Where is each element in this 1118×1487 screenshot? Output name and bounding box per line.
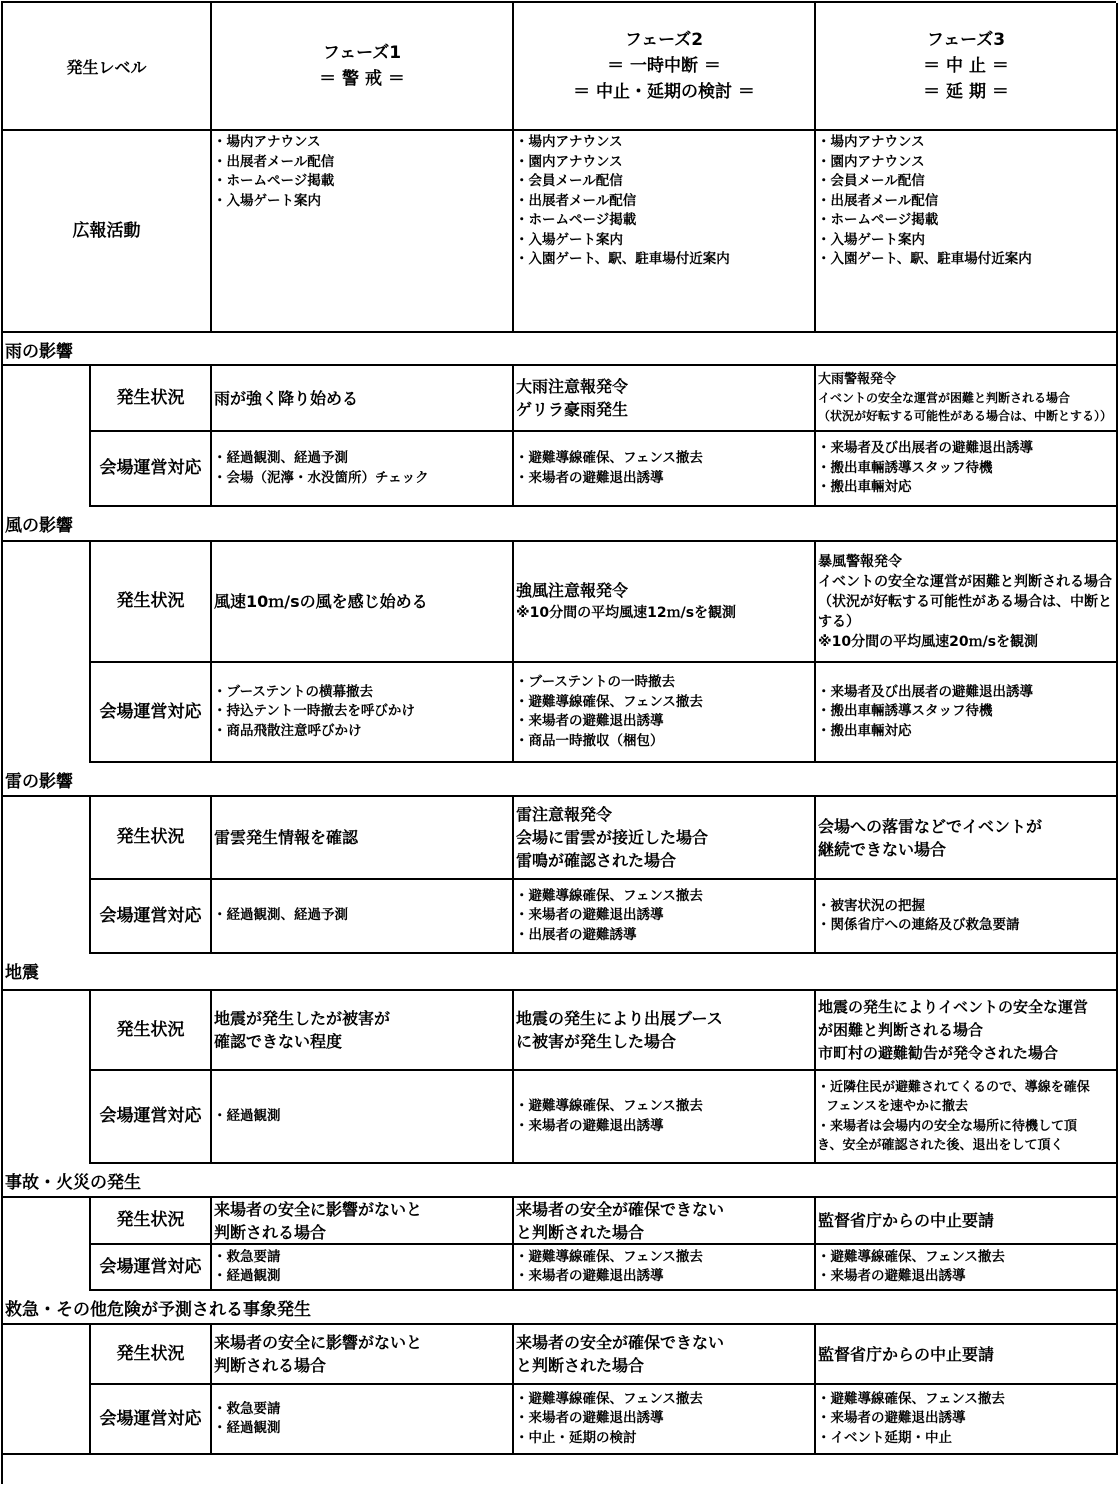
level-label: 発生レベル <box>66 57 147 77</box>
row-label: 会場運営対応 <box>99 1256 202 1277</box>
list-item: ・避難導線確保、フェンス撤去 <box>817 1390 1005 1407</box>
list-item: ・来場者は会場内の安全な場所に待機して頂 <box>817 1118 1078 1134</box>
list-item: ・搬出車輛誘導スタッフ待機 <box>817 459 993 476</box>
list-item: ・出展者メール配信 <box>213 153 335 170</box>
list-item: ・避難導線確保、フェンス撤去 <box>515 450 703 466</box>
row-label: 発生状況 <box>116 1210 185 1230</box>
situation-line: 監督省庁からの中止要請 <box>818 1344 995 1364</box>
list-item: ・ブーステントの一時撤去 <box>515 674 675 690</box>
list-item: ・商品一時撤収（梱包） <box>515 732 664 749</box>
phase2-subtitle: ＝ 中止・延期の検討 ＝ <box>573 82 755 102</box>
section-quake-title <box>3 954 1118 991</box>
section-title: 雷の影響 <box>5 772 73 792</box>
phase1-subtitle: ＝ 警 戒 ＝ <box>319 69 405 89</box>
emergency-situation-phase2 <box>514 1325 816 1385</box>
situation-line: 風速10ｍ/sの風を感じ始める <box>214 592 428 611</box>
section-emergency-title <box>3 1291 1118 1325</box>
situation-line: イベントの安全な運営が困難と判断される場合 <box>818 391 1071 405</box>
emergency-operation-phase2 <box>514 1385 816 1455</box>
pr-label <box>3 131 212 333</box>
section-indent <box>3 366 91 507</box>
situation-line: ※10分間の平均風速20ｍ/sを観測 <box>818 633 1039 650</box>
rain-situation-label <box>91 366 212 432</box>
situation-line: 判断される場合 <box>214 1356 327 1375</box>
situation-line: 大雨警報発令 <box>818 372 897 387</box>
list-item: ・ホームページ掲載 <box>817 212 939 228</box>
situation-line: 継続できない場合 <box>818 839 947 859</box>
row-label: 発生状況 <box>116 1019 185 1040</box>
rain-operation-label <box>91 432 212 507</box>
section-indent <box>3 797 91 954</box>
list-item: ・会場（泥濘・水没箇所）チェック <box>213 469 429 486</box>
list-item: ・来場者の避難退出誘導 <box>817 1268 966 1284</box>
phase3-subtitle: ＝ 延 期 ＝ <box>923 82 1009 102</box>
thunder-operation-label <box>91 880 212 954</box>
phase2-title: フェーズ2 <box>624 30 704 50</box>
row-label: 発生状況 <box>116 1343 185 1364</box>
situation-line: 雷雲発生情報を確認 <box>214 828 359 847</box>
situation-line: 来場者の安全が確保できない <box>516 1333 725 1352</box>
list-item: ・ホームページ掲載 <box>515 212 637 228</box>
list-item: ・園内アナウンス <box>515 153 623 170</box>
quake-operation-phase3 <box>816 1071 1118 1164</box>
situation-line: 来場者の安全に影響がないと <box>214 1199 423 1219</box>
situation-line: 監督省庁からの中止要請 <box>818 1211 995 1230</box>
thunder-situation-phase2 <box>514 797 816 880</box>
list-item: き、安全が確認された後、退出をして頂く <box>817 1138 1064 1153</box>
list-item: ・避難導線確保、フェンス撤去 <box>515 1248 703 1265</box>
list-item: ・出展者の避難誘導 <box>515 926 637 943</box>
rain-situation-phase3 <box>816 366 1118 432</box>
quake-situation-phase1 <box>212 991 514 1071</box>
row-label: 会場運営対応 <box>99 458 202 478</box>
rain-operation-phase2 <box>514 432 816 507</box>
thunder-operation-phase2 <box>514 880 816 954</box>
phase1-header <box>212 3 514 131</box>
list-item: ・出展者メール配信 <box>817 192 939 209</box>
thunder-operation-phase1 <box>212 880 514 954</box>
wind-operation-phase3 <box>816 663 1118 763</box>
situation-line: 地震の発生によりイベントの安全な運営 <box>818 997 1089 1016</box>
section-title: 救急・その他危険が予測される事象発生 <box>5 1300 311 1320</box>
thunder-situation-label <box>91 797 212 880</box>
section-title: 地震 <box>5 963 39 983</box>
situation-line: （状況が好転する可能性がある場合は、中断とする） <box>818 593 1112 630</box>
list-item: ・来場者の避難退出誘導 <box>515 1117 664 1134</box>
section-title: 風の影響 <box>5 516 73 536</box>
level-header <box>3 3 212 131</box>
row-label: 会場運営対応 <box>99 1408 202 1429</box>
situation-line: に被害が発生した場合 <box>516 1032 677 1051</box>
phase2-subtitle: ＝ 一時中断 ＝ <box>607 56 721 76</box>
quake-operation-phase2 <box>514 1071 816 1164</box>
list-item: ・来場者及び出展者の避難退出誘導 <box>817 683 1033 700</box>
list-item: ・中止・延期の検討 <box>515 1429 637 1446</box>
list-item: ・場内アナウンス <box>213 134 321 150</box>
situation-line: 会場に雷雲が接近した場合 <box>516 828 709 847</box>
list-item: ・避難導線確保、フェンス撤去 <box>515 887 703 904</box>
emergency-situation-phase3 <box>816 1325 1118 1385</box>
section-indent <box>3 1198 91 1291</box>
list-item: ・入場ゲート案内 <box>515 231 623 248</box>
row-label: 発生状況 <box>116 827 185 847</box>
pr-phase1 <box>212 131 514 333</box>
list-item: ・被害状況の把握 <box>817 897 925 914</box>
emergency-situation-label <box>91 1325 212 1385</box>
situation-line: ※10分間の平均風速12ｍ/sを観測 <box>516 604 737 621</box>
accident-operation-phase2 <box>514 1245 816 1291</box>
row-label: 発生状況 <box>116 387 185 408</box>
list-item: ・出展者メール配信 <box>515 192 637 209</box>
situation-line: 会場への落雷などでイベントが <box>818 816 1043 836</box>
section-title: 雨の影響 <box>5 342 73 362</box>
wind-situation-label <box>91 542 212 663</box>
accident-operation-phase1 <box>212 1245 514 1291</box>
wind-situation-phase2 <box>514 542 816 663</box>
wind-operation-label <box>91 663 212 763</box>
situation-line: と判断された場合 <box>516 1222 645 1242</box>
pr-label-text: 広報活動 <box>72 220 141 241</box>
section-indent <box>3 542 91 763</box>
list-item: ・来場者及び出展者の避難退出誘導 <box>817 440 1033 457</box>
phase-table <box>1 1 1116 1484</box>
list-item: ・入場ゲート案内 <box>817 231 925 248</box>
list-item: ・関係省庁への連絡及び救急要請 <box>817 917 1020 933</box>
rain-situation-phase1 <box>212 366 514 432</box>
situation-line: 来場者の安全に影響がないと <box>214 1333 423 1352</box>
wind-situation-phase3 <box>816 542 1118 663</box>
list-item: ・持込テント一時撤去を呼びかけ <box>213 703 415 720</box>
list-item: ・来場者の避難退出誘導 <box>515 1410 664 1427</box>
list-item: ・入園ゲート、駅、駐車場付近案内 <box>515 251 730 267</box>
rain-situation-phase2 <box>514 366 816 432</box>
list-item: ・経過観測 <box>213 1420 281 1436</box>
list-item: ・来場者の避難退出誘導 <box>515 1268 664 1284</box>
list-item: ・会員メール配信 <box>817 173 925 189</box>
quake-situation-label <box>91 991 212 1071</box>
section-indent <box>3 1325 91 1455</box>
list-item: ・経過観測、経過予測 <box>213 907 348 924</box>
thunder-situation-phase3 <box>816 797 1118 880</box>
phase1-title: フェーズ1 <box>322 43 402 63</box>
list-item: ・ホームページ掲載 <box>213 173 335 189</box>
list-item: ・経過観測 <box>213 1268 281 1284</box>
list-item: ・救急要請 <box>213 1400 281 1417</box>
list-item: ・避難導線確保、フェンス撤去 <box>817 1248 1005 1265</box>
thunder-operation-phase3 <box>816 880 1118 954</box>
list-item: ・搬出車輛対応 <box>817 479 912 496</box>
situation-line: 暴風警報発令 <box>818 553 902 570</box>
accident-situation-phase1 <box>212 1198 514 1245</box>
emergency-operation-label <box>91 1385 212 1455</box>
emergency-situation-phase1 <box>212 1325 514 1385</box>
phase2-header <box>514 3 816 131</box>
section-rain-title <box>3 333 1118 366</box>
quake-situation-phase3 <box>816 991 1118 1071</box>
section-accident-title <box>3 1164 1118 1198</box>
situation-line: 来場者の安全が確保できない <box>516 1199 725 1219</box>
emergency-operation-phase1 <box>212 1385 514 1455</box>
rain-operation-phase1 <box>212 432 514 507</box>
list-item: ・入場ゲート案内 <box>213 192 321 209</box>
accident-operation-phase3 <box>816 1245 1118 1291</box>
accident-situation-phase3 <box>816 1198 1118 1245</box>
section-title: 事故・火災の発生 <box>5 1173 141 1193</box>
list-item: ・経過観測 <box>213 1107 281 1124</box>
situation-line: 大雨注意報発令 <box>516 377 629 396</box>
list-item: ・来場者の避難退出誘導 <box>515 469 664 486</box>
situation-line: 地震が発生したが被害が <box>214 1009 391 1028</box>
row-label: 会場運営対応 <box>99 1106 202 1126</box>
situation-line: 雨が強く降り始める <box>214 388 359 408</box>
list-item: ・救急要請 <box>213 1248 281 1265</box>
list-item: ・来場者の避難退出誘導 <box>515 713 664 729</box>
list-item: ・イベント延期・中止 <box>817 1429 952 1446</box>
list-item: ・会員メール配信 <box>515 173 623 189</box>
section-indent <box>3 991 91 1164</box>
situation-line: 判断される場合 <box>214 1222 327 1242</box>
accident-situation-label <box>91 1198 212 1245</box>
list-item: フェンスを速やかに撤去 <box>817 1099 969 1114</box>
situation-line: （状況が好転する可能性がある場合は、中断とする）） <box>818 409 1113 423</box>
situation-line: 強風注意報発令 <box>516 580 629 600</box>
situation-line: 雷注意報発令 <box>516 805 613 824</box>
list-item: ・ブーステントの横幕撤去 <box>213 683 373 700</box>
rain-operation-phase3 <box>816 432 1118 507</box>
row-label: 会場運営対応 <box>99 905 202 926</box>
situation-line: 雷鳴が確認された場合 <box>516 851 677 870</box>
phase3-header <box>816 3 1118 131</box>
phase3-title: フェーズ3 <box>926 30 1006 50</box>
row-label: 会場運営対応 <box>99 701 202 722</box>
wind-operation-phase1 <box>212 663 514 763</box>
situation-line: 市町村の避難勧告が発令された場合 <box>818 1043 1059 1062</box>
list-item: ・経過観測、経過予測 <box>213 450 348 466</box>
list-item: ・搬出車輛誘導スタッフ待機 <box>817 703 993 720</box>
pr-phase3 <box>816 131 1118 333</box>
list-item: ・来場者の避難退出誘導 <box>817 1410 966 1427</box>
situation-line: イベントの安全な運営が困難と判断される場合 <box>818 573 1112 590</box>
list-item: ・避難導線確保、フェンス撤去 <box>515 693 703 710</box>
quake-operation-phase1 <box>212 1071 514 1164</box>
list-item: ・避難導線確保、フェンス撤去 <box>515 1390 703 1407</box>
list-item: ・来場者の避難退出誘導 <box>515 907 664 924</box>
situation-line: が困難と判断される場合 <box>818 1020 984 1039</box>
wind-operation-phase2 <box>514 663 816 763</box>
situation-line: 地震の発生により出展ブース <box>516 1009 723 1028</box>
list-item: ・搬出車輛対応 <box>817 722 912 739</box>
list-item: ・商品飛散注意呼びかけ <box>213 722 362 739</box>
list-item: ・入園ゲート、駅、駐車場付近案内 <box>817 251 1032 267</box>
thunder-situation-phase1 <box>212 797 514 880</box>
pr-phase2 <box>514 131 816 333</box>
section-wind-title <box>3 507 1118 542</box>
situation-line: と判断された場合 <box>516 1356 645 1375</box>
quake-situation-phase2 <box>514 991 816 1071</box>
wind-situation-phase1 <box>212 542 514 663</box>
list-item: ・避難導線確保、フェンス撤去 <box>515 1098 703 1114</box>
row-label: 発生状況 <box>116 591 185 611</box>
list-item: ・場内アナウンス <box>817 134 925 150</box>
accident-situation-phase2 <box>514 1198 816 1245</box>
situation-line: 確認できない程度 <box>214 1032 343 1051</box>
quake-operation-label <box>91 1071 212 1164</box>
section-thunder-title <box>3 763 1118 797</box>
list-item: ・園内アナウンス <box>817 153 925 170</box>
situation-line: ゲリラ豪雨発生 <box>516 400 629 419</box>
list-item: ・場内アナウンス <box>515 134 623 150</box>
emergency-operation-phase3 <box>816 1385 1118 1455</box>
phase3-subtitle: ＝ 中 止 ＝ <box>923 56 1009 76</box>
list-item: ・近隣住民が避難されてくるので、導線を確保 <box>817 1079 1090 1095</box>
accident-operation-label <box>91 1245 212 1291</box>
